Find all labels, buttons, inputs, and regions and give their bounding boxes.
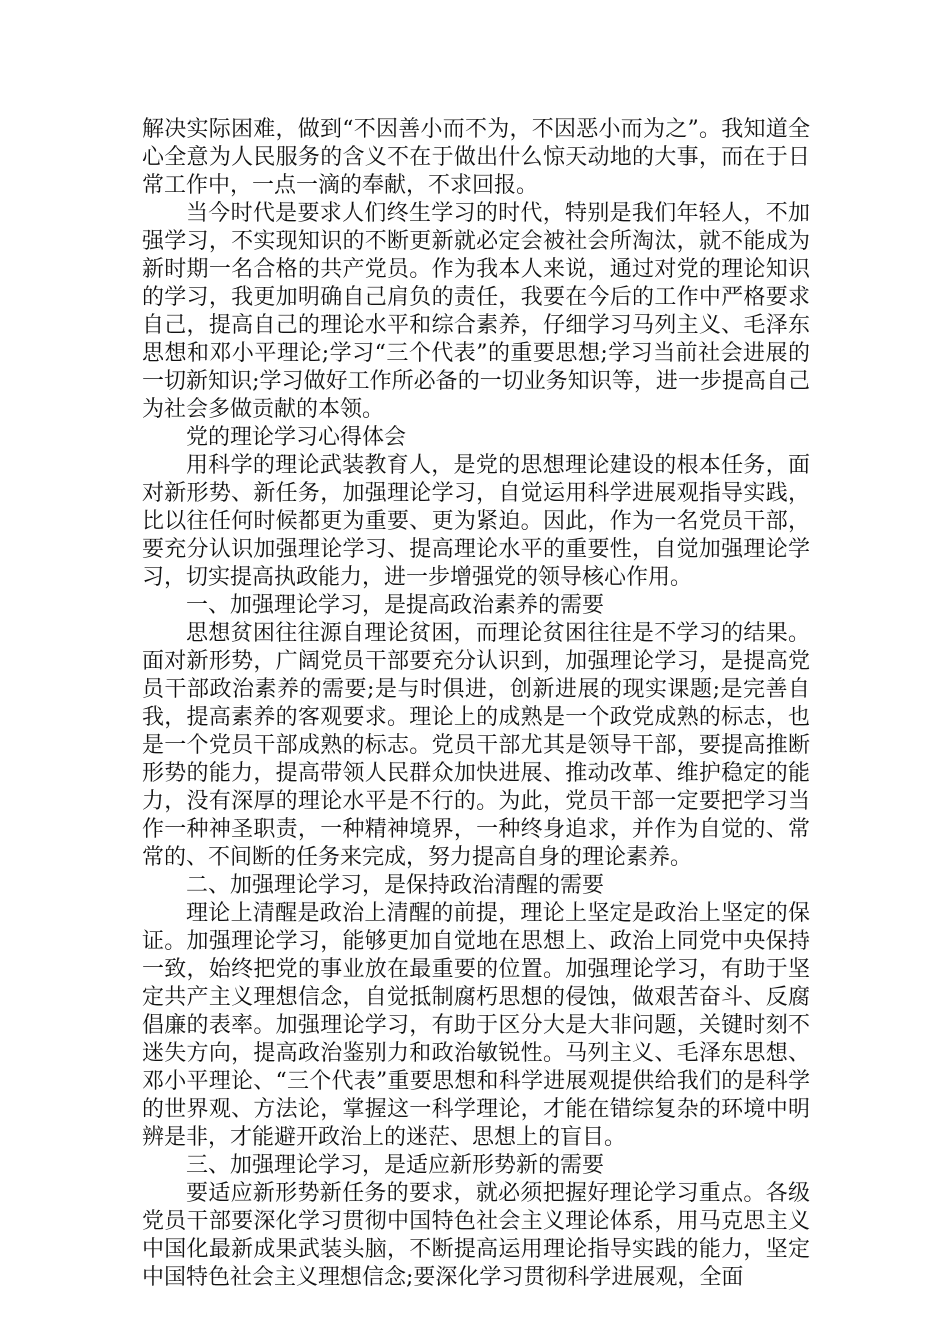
- paragraph-theory-armament: 用科学的理论武装教育人，是党的思想理论建设的根本任务，面对新形势、新任务，加强理论学习，自觉运用科学进展观指导实践，比以往任何时候都更为重要、更为紧迫。因此，作为一名党员干部，要充分认识加强理论学习、提高理论水平的重要性，自觉加强理论学习，切实提高执政能力，进一步增强党的领导核心作用。: [142, 453, 810, 590]
- paragraph-section-2: 理论上清醒是政治上清醒的前提，理论上坚定是政治上坚定的保证。加强理论学习，能够更加自觉地在思想上、政治上同党中央保持一致，始终把党的事业放在最重要的位置。加强理论学习，有助于坚定共产主义理想信念，自觉抵制腐朽思想的侵蚀，做艰苦奋斗、反腐倡廉的表率。加强理论学习，有助于区分大是大非问题，关键时刻不迷失方向，提高政治鉴别力和政治敏锐性。马列主义、毛泽东思想、邓小平理论、“三个代表”重要思想和科学进展观提供给我们的是科学的世界观、方法论，掌握这一科学理论，才能在错综复杂的环境中明辨是非，才能避开政治上的迷茫、思想上的盲目。: [142, 901, 810, 1150]
- section-heading-1: 一、加强理论学习，是提高政治素养的需要: [186, 593, 605, 618]
- paragraph-lifelong-learning: 当今时代是要求人们终生学习的时代，特别是我们年轻人，不加强学习，不实现知识的不断更新就必定会被社会所淘汰，就不能成为新时期一名合格的共产党员。作为我本人来说，通过对党的理论知识的学习，我更加明确自己肩负的责任，我要在今后的工作中严格要求自己，提高自己的理论水平和综合素养，仔细学习马列主义、毛泽东思想和邓小平理论;学习“三个代表”的重要思想;学习当前社会进展的一切新知识;学习做好工作所必备的一切业务知识等，进一步提高自己为社会多做贡献的本领。: [142, 201, 810, 422]
- section-heading-3: 三、加强理论学习，是适应新形势新的需要: [186, 1153, 605, 1178]
- paragraph-section-3: 要适应新形势新任务的要求，就必须把握好理论学习重点。各级党员干部要深化学习贯彻中国特色社会主义理论体系，用马克思主义中国化最新成果武装头脑，不断提高运用理论指导实践的能力，坚定中国特色社会主义理想信念;要深化学习贯彻科学进展观，全面: [142, 1181, 810, 1290]
- document-title: 党的理论学习心得体会: [186, 425, 407, 450]
- paragraph-section-1: 思想贫困往往源自理论贫困，而理论贫困往往是不学习的结果。面对新形势，广阔党员干部要充分认识到，加强理论学习，是提高党员干部政治素养的需要;是与时俱进，创新进展的现实课题;是完善自我，提高素养的客观要求。理论上的成熟是一个政党成熟的标志，也是一个党员干部成熟的标志。党员干部尤其是领导干部，要提高推断形势的能力，提高带领人民群众加快进展、推动改革、维护稳定的能力，没有深厚的理论水平是不行的。为此，党员干部一定要把学习当作一种神圣职责，一种精神境界，一种终身追求，并作为自觉的、常常的、不间断的任务来完成，努力提高自身的理论素养。: [142, 621, 810, 870]
- paragraph-intro: 解决实际困难，做到“不因善小而不为，不因恶小而为之”。我知道全心全意为人民服务的含义不在于做出什么惊天动地的大事，而在于日常工作中，一点一滴的奉献，不求回报。: [142, 117, 810, 198]
- document-page: [142, 116, 810, 1292]
- section-heading-2: 二、加强理论学习，是保持政治清醒的需要: [186, 873, 605, 898]
